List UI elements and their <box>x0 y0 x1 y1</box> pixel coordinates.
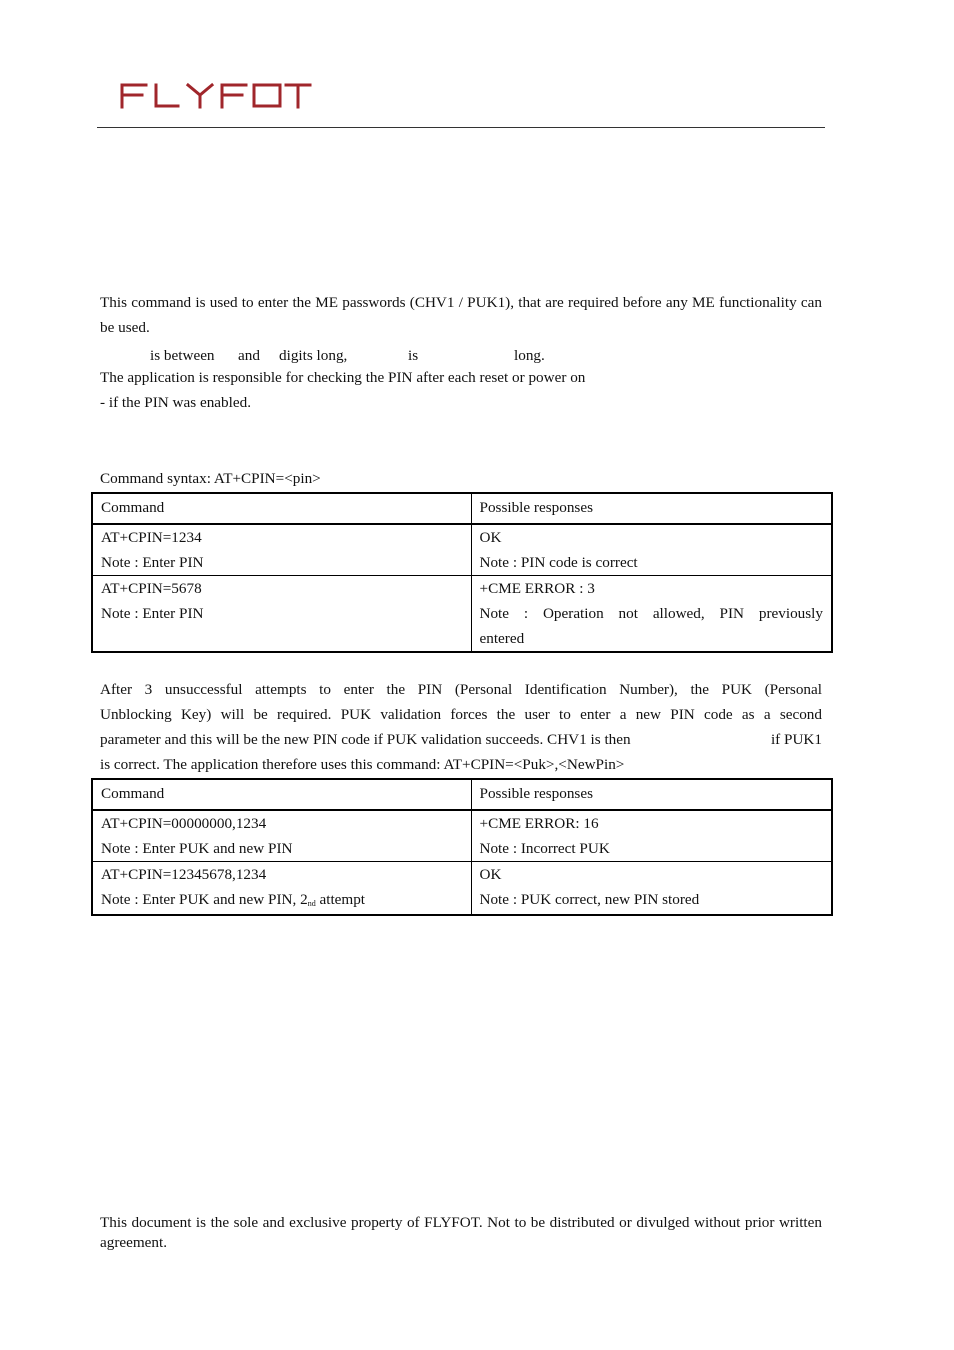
command-note-suffix: attempt <box>319 891 366 908</box>
table-header-command: Command <box>92 493 471 524</box>
puk-line-1: After 3 unsuccessful attempts to enter the PIN (Personal Identification Number), the PUK (Personal <box>100 681 822 698</box>
intro-line-reset: The application is responsible for checking the PIN after each reset or power on <box>100 369 586 386</box>
response-text: OK <box>479 529 502 546</box>
table-cell-response <box>471 576 832 653</box>
flyfot-logo <box>118 80 314 110</box>
table-cell-command <box>92 524 471 576</box>
command-note: Note : Enter PIN <box>101 554 204 571</box>
footer-disclaimer: This document is the sole and exclusive property of FLYFOT. Not to be distributed or divulged without prior written agreement. <box>100 1214 822 1251</box>
table-cell-command <box>92 576 471 653</box>
intro-paragraph: This command is used to enter the ME passwords (CHV1 / PUK1), that are required before any ME functionality can be used. <box>100 294 822 336</box>
pin-command-table <box>91 492 833 653</box>
command-text: AT+CPIN=12345678,1234 <box>101 866 267 883</box>
ordinal-suffix: nd <box>307 899 316 908</box>
table-cell-command <box>92 862 471 916</box>
command-text: AT+CPIN=00000000,1234 <box>101 815 267 832</box>
header-rule <box>97 127 825 128</box>
table-header-command: Command <box>92 779 471 810</box>
table-header-responses: Possible responses <box>471 779 832 810</box>
command-text: AT+CPIN=5678 <box>101 580 202 597</box>
command-note <box>101 887 463 914</box>
puk-paragraph <box>100 677 822 777</box>
intro-fragment-digits-long: digits long, <box>279 347 348 364</box>
command-text: AT+CPIN=1234 <box>101 529 202 546</box>
response-note: Note : Incorrect PUK <box>479 840 610 857</box>
intro-fragment-and: and <box>238 347 260 364</box>
puk-line-3-left: parameter and this will be the new PIN code if PUK validation succeeds. CHV1 is then <box>100 731 631 748</box>
table-cell-response <box>471 524 832 576</box>
table-row <box>92 862 832 916</box>
intro-fragment-is-between: is between <box>150 347 215 364</box>
table-cell-command <box>92 810 471 862</box>
puk-line-3-right: if PUK1 <box>770 731 822 748</box>
command-syntax-label: Command syntax: AT+CPIN=<pin> <box>100 470 321 487</box>
puk-line-4: is correct. The application therefore uses this command: AT+CPIN=<Puk>,<NewPin> <box>100 756 625 773</box>
intro-fragment-is: is <box>408 347 419 364</box>
table-row <box>92 810 832 862</box>
response-note: Note : PUK correct, new PIN stored <box>479 891 700 908</box>
response-text: +CME ERROR: 16 <box>479 815 599 832</box>
response-note-continued: entered <box>479 630 525 647</box>
table-header-row <box>92 779 832 810</box>
command-note: Note : Enter PIN <box>101 605 204 622</box>
puk-command-table <box>91 778 833 916</box>
table-cell-response <box>471 810 832 862</box>
puk-line-2: Unblocking Key) will be required. PUK validation forces the user to enter a new PIN code as a second <box>100 706 822 723</box>
response-note: Note : PIN code is correct <box>479 554 638 571</box>
command-note: Note : Enter PUK and new PIN <box>101 840 293 857</box>
puk-line-3 <box>100 727 822 752</box>
response-note: Note : Operation not allowed, PIN previously <box>479 605 823 622</box>
command-note-prefix: Note : Enter PUK and new PIN, 2 <box>101 891 308 908</box>
table-cell-response <box>471 862 832 916</box>
intro-fragment-long: long. <box>514 347 545 364</box>
table-header-responses: Possible responses <box>471 493 832 524</box>
table-header-row <box>92 493 832 524</box>
intro-line-enabled: - if the PIN was enabled. <box>100 394 251 411</box>
table-row <box>92 576 832 653</box>
table-row <box>92 524 832 576</box>
response-text: OK <box>479 866 502 883</box>
response-text: +CME ERROR : 3 <box>479 580 595 597</box>
